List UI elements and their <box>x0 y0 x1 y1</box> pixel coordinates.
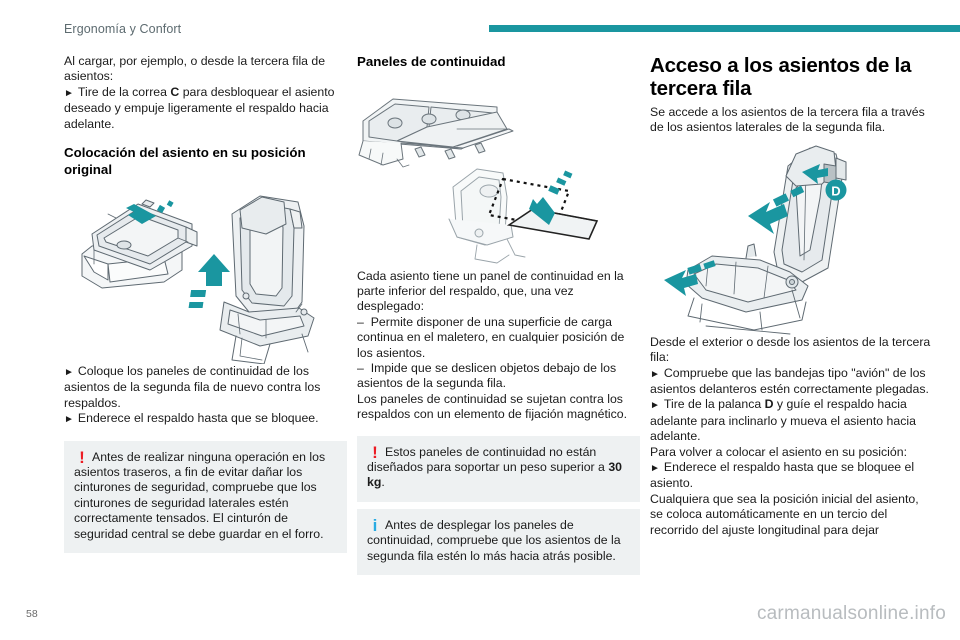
bullet-arrow-icon: ► <box>64 414 74 426</box>
bullet-pull-strap-c <box>64 85 347 132</box>
dash-text: Impide que se deslicen objetos debajo de los asientos de la segunda fila. <box>357 360 617 391</box>
bullet-arrow-icon: ► <box>64 367 74 379</box>
bullet-pull-lever-d <box>650 397 933 444</box>
bullet-text: Enderece el respaldo hasta que se bloquee. <box>77 411 319 426</box>
bullet-text-a: Tire de la correa <box>77 84 171 99</box>
warning-exclamation-icon: ! <box>79 447 85 467</box>
bullet-text-a: Tire de la palanca <box>663 397 765 412</box>
dash-text: Permite disponer de una superficie de carga continua en el maletero, en cualquier posición de los asientos. <box>357 314 625 360</box>
column-middle <box>357 54 640 575</box>
bullet-arrow-icon: ► <box>650 463 660 475</box>
warning-callout-seatbelts <box>64 441 347 553</box>
bullet-straighten-backrest-right <box>650 460 933 492</box>
warning-callout-panel-weight <box>357 436 640 502</box>
info-icon: i <box>372 515 378 535</box>
bullet-arrow-icon: ► <box>650 400 660 412</box>
warning-callout-text <box>367 442 630 491</box>
column-left <box>64 54 347 553</box>
continuity-panels-svg <box>357 79 640 269</box>
dash-mark: – <box>357 314 364 329</box>
bullet-check-trays <box>650 366 933 398</box>
bullet-text: Coloque los paneles de continuidad de los asientos de la segunda fila de nuevo contra los respaldos. <box>64 364 321 410</box>
header-chapter-title: Ergonomía y Confort <box>64 22 182 36</box>
seat-illustration-svg <box>64 184 347 364</box>
page-header <box>0 0 960 46</box>
warning-text-c: . <box>381 475 385 490</box>
bullet-straighten-backrest <box>64 411 347 427</box>
intro-paragraph: Al cargar, por ejemplo, o desde la tercera fila de asientos: <box>64 54 326 84</box>
dash-mark: – <box>357 360 364 375</box>
warning-exclamation-icon: ! <box>372 442 378 462</box>
strap-label-c: C <box>170 84 180 99</box>
info-callout-deploy-panels <box>357 509 640 575</box>
page-number: 58 <box>26 608 38 620</box>
third-row-access-paragraph-2: Desde el exterior o desde los asientos de la tercera fila: <box>650 334 931 365</box>
page-title: Acceso a los asientos de la tercera fila <box>650 54 912 100</box>
third-row-intro-paragraph: Se accede a los asientos de la tercera fila a través de los asientos laterales de la segunda fila. <box>650 105 925 135</box>
continuity-panels-illustration <box>357 79 640 269</box>
svg-text:D: D <box>831 183 841 199</box>
info-callout-text: Antes de desplegar los paneles de continuidad, compruebe que los asientos de la segunda fila estén lo más hacia atrás posible. <box>367 517 621 563</box>
third-row-access-seat-illustration <box>650 140 933 335</box>
warning-text-a: Estos paneles de continuidad no están diseñados para soportar un peso superior a <box>367 444 609 474</box>
warning-callout-text: Antes de realizar ninguna operación en los asientos traseros, a fin de evitar dañar los cinturones de seguridad, compruebe que los cinturones de seguridad laterales estén correctamente tensados. El cinturón de seguridad central se debe guardar en el forro. <box>74 449 326 541</box>
continuity-panels-paragraph-2: Los paneles de continuidad se sujetan contra los respaldos con un elemento de fijación magnético. <box>357 391 628 422</box>
section-title-seat-original-position: Colocación del asiento en su posición original <box>64 145 306 177</box>
teal-arrow-up <box>189 254 230 308</box>
header-accent-rule <box>489 25 960 32</box>
dash-item-load-surface <box>357 315 640 361</box>
bullet-arrow-icon: ► <box>64 87 74 99</box>
bullet-text-c: para desbloquear el asiento deseado y empuje ligeramente el respaldo hacia adelante. <box>64 84 335 131</box>
watermark: carmanualsonline.info <box>756 603 946 624</box>
bullet-text: Compruebe que las bandejas tipo "avión" de los asientos delanteros estén correctamente plegadas. <box>650 365 929 397</box>
continuity-panels-paragraph-1: Cada asiento tiene un panel de continuidad en la parte inferior del respaldo, que, una vez desplegado: <box>357 268 624 314</box>
bullet-place-continuity-panels <box>64 364 347 411</box>
bullet-arrow-icon: ► <box>650 368 660 380</box>
bullet-text-c: y guíe el respaldo hacia adelante para inclinarlo y mueva el asiento hacia adelante. <box>650 397 916 444</box>
seat-return-to-original-position-illustration <box>64 184 347 364</box>
lever-label-d <box>826 179 847 200</box>
dash-item-prevent-objects <box>357 361 640 392</box>
third-row-seat-svg <box>650 140 933 335</box>
third-row-access-paragraph-4: Cualquiera que sea la posición inicial del asiento, se coloca automáticamente en un tercio del recorrido del ajuste longitudinal para dejar <box>650 491 919 537</box>
column-right <box>650 54 933 538</box>
third-row-access-paragraph-3: Para volver a colocar el asiento en su posición: <box>650 444 908 459</box>
lever-label-d-text: D <box>764 397 774 412</box>
section-title-continuity-panels: Paneles de continuidad <box>357 54 506 69</box>
bullet-text: Enderece el respaldo hasta que se bloquee el asiento. <box>650 460 915 491</box>
weight-limit-value: 30 kg <box>367 459 622 490</box>
